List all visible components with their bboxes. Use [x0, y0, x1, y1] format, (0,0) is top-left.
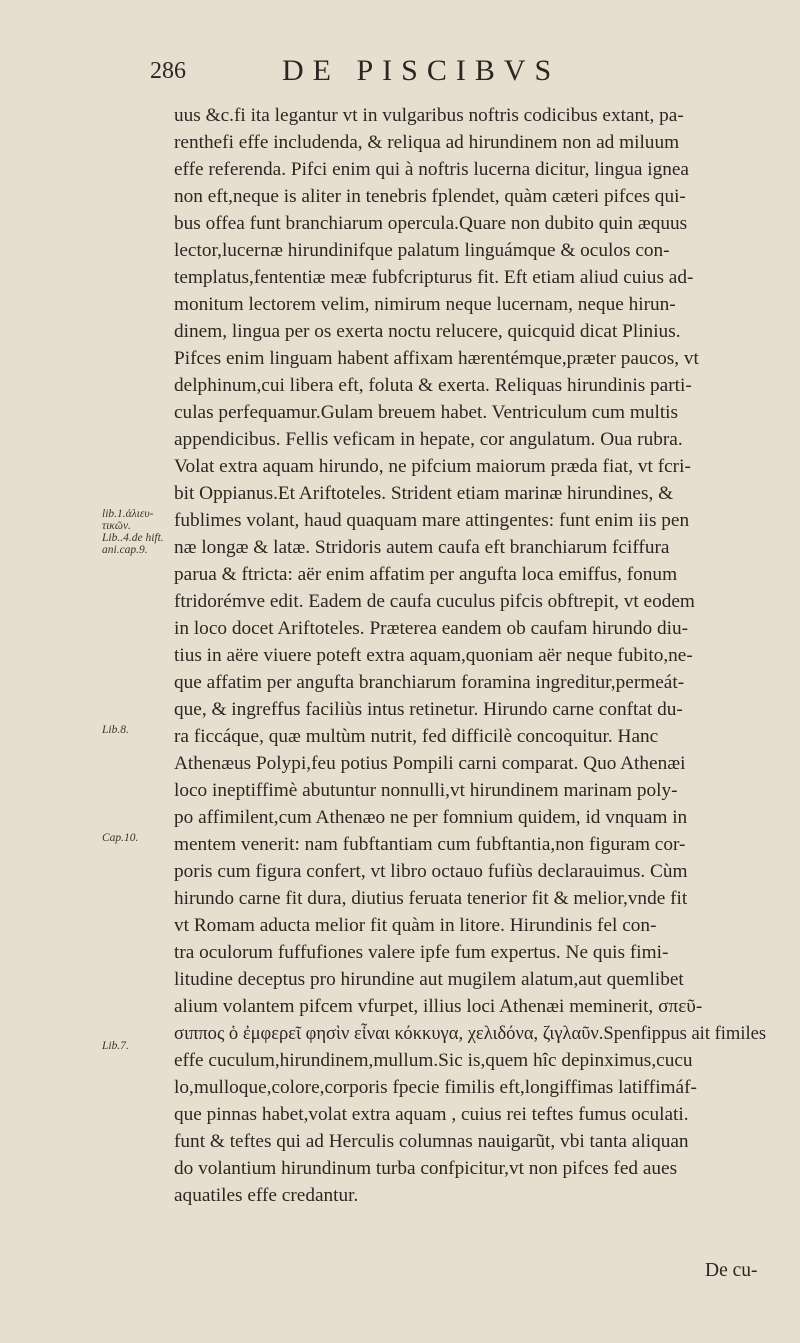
text-line: σιππος ὁ ἐμφερεῖ φησὶν εἶναι κόκκυγα, χελιδόνα, ζιγλαῦν.Spenfippus ait fimiles — [174, 1023, 767, 1044]
text-line: Pifces enim linguam habent affixam hærentémque,præter paucos, vt — [174, 348, 699, 369]
page-header — [0, 56, 800, 100]
text-line: fublimes volant, haud quaquam mare attingentes: funt enim iis pen — [174, 510, 690, 531]
margin-note-1 — [102, 508, 164, 556]
running-title: DE PISCIBVS — [282, 54, 561, 87]
margin-note-3 — [102, 832, 138, 844]
text-line: do volantium hirundinum turba confpicitur,vt non pifces fed aues — [174, 1158, 678, 1179]
text-line: mentem venerit: nam fubftantiam cum fubftantia,non figuram cor- — [174, 834, 686, 855]
text-line: dinem, lingua per os exerta noctu relucere, quicquid dicat Plinius. — [174, 321, 681, 342]
text-line: templatus,fententiæ meæ fubfcripturus fit. Eft etiam aliud cuius ad- — [174, 267, 694, 288]
text-line: aquatiles effe credantur. — [174, 1185, 359, 1206]
text-line: bit Oppianus.Et Ariftoteles. Strident etiam marinæ hirundines, & — [174, 483, 674, 504]
text-line: que pinnas habet,volat extra aquam , cuius rei teftes fumus oculati. — [174, 1104, 689, 1125]
margin-note-4 — [102, 1040, 129, 1052]
text-line: litudine deceptus pro hirundine aut mugilem alatum,aut quemlibet — [174, 969, 684, 990]
text-line: effe cuculum,hirundinem,mullum.Sic is,quem hîc depinximus,cucu — [174, 1050, 693, 1071]
text-line: culas perfequamur.Gulam breuem habet. Ventriculum cum multis — [174, 402, 679, 423]
page-number: 286 — [150, 58, 186, 84]
margin-note-line: τικῶν. — [102, 520, 131, 532]
text-line: ra ficcáque, quæ multùm nutrit, fed difficilè concoquitur. Hanc — [174, 726, 659, 747]
text-line: hirundo carne fit dura, diutius feruata tenerior fit & melior,vnde fit — [174, 888, 688, 909]
text-line: appendicibus. Fellis veficam in hepate, cor angulatum. Oua rubra. — [174, 429, 683, 450]
margin-note-line: Cap.10. — [102, 832, 139, 844]
text-line: næ longæ & latæ. Stridoris autem caufa eft branchiarum fciffura — [174, 537, 670, 558]
text-line: non eft,neque is aliter in tenebris fplendet, quàm cæteri pifces qui- — [174, 186, 686, 207]
text-line: funt & teftes qui ad Herculis columnas nauigarũt, vbi tanta aliquan — [174, 1131, 689, 1152]
text-line: delphinum,cui libera eft, foluta & exerta. Reliquas hirundinis parti- — [174, 375, 692, 396]
text-line: in loco docet Ariftoteles. Præterea eandem ob caufam hirundo diu- — [174, 618, 689, 639]
catchword: De cu- — [705, 1260, 758, 1281]
text-line: uus &c.fi ita legantur vt in vulgaribus noftris codicibus extant, pa- — [174, 105, 684, 126]
text-line: alium volantem pifcem vfurpet, illius loci Athenæi meminerit, σπεῦ- — [174, 996, 703, 1017]
margin-note-line: lib.1.ἁλιευ- — [102, 508, 154, 520]
text-line: tra oculorum fuffufiones valere ipfe fum expertus. Ne quis fimi- — [174, 942, 669, 963]
body-text — [174, 102, 766, 1209]
text-line: lo,mulloque,colore,corporis fpecie fimilis eft,longiffimas latiffimáf- — [174, 1077, 697, 1098]
margin-note-line: ani.cap.9. — [102, 544, 148, 556]
text-line: loco ineptiffimè abutuntur nonnulli,vt hirundinem marinam poly- — [174, 780, 678, 801]
text-line: Athenæus Polypi,feu potius Pompili carni comparat. Quo Athenæi — [174, 753, 686, 774]
text-line: lector,lucernæ hirundinifque palatum linguámque & oculos con- — [174, 240, 670, 261]
text-line: vt Romam aducta melior fit quàm in litore. Hirundinis fel con- — [174, 915, 657, 936]
text-line: ftridorémve edit. Eadem de caufa cuculus pifcis obftrepit, vt eodem — [174, 591, 695, 612]
text-line: Volat extra aquam hirundo, ne pifcium maiorum præda fiat, vt fcri- — [174, 456, 691, 477]
text-line: poris cum figura confert, vt libro octauo fufiùs declarauimus. Cùm — [174, 861, 688, 882]
text-line: renthefi effe includenda, & reliqua ad hirundinem non ad miluum — [174, 132, 680, 153]
text-line: que affatim per angufta branchiarum foramina ingreditur,permeát- — [174, 672, 685, 693]
text-line: parua & ftricta: aër enim affatim per angufta loca emiffus, fonum — [174, 564, 678, 585]
margin-note-line: Lib.7. — [102, 1040, 129, 1052]
text-line: monitum lectorem velim, nimirum neque lucernam, neque hirun- — [174, 294, 676, 315]
text-line: tius in aëre viuere poteft extra aquam,quoniam aër neque fubito,ne- — [174, 645, 693, 666]
margin-note-line: Lib..4.de hift. — [102, 532, 164, 544]
margin-note-line: Lib.8. — [102, 724, 129, 736]
text-line: bus offea funt branchiarum opercula.Quare non dubito quin æquus — [174, 213, 688, 234]
text-line: effe referenda. Pifci enim qui à noftris lucerna dicitur, lingua ignea — [174, 159, 689, 180]
margin-note-2 — [102, 724, 129, 736]
text-line: po affimilent,cum Athenæo ne per fomnium quidem, id vnquam in — [174, 807, 688, 828]
text-line: que, & ingreffus faciliùs intus retinetur. Hirundo carne conftat du- — [174, 699, 683, 720]
